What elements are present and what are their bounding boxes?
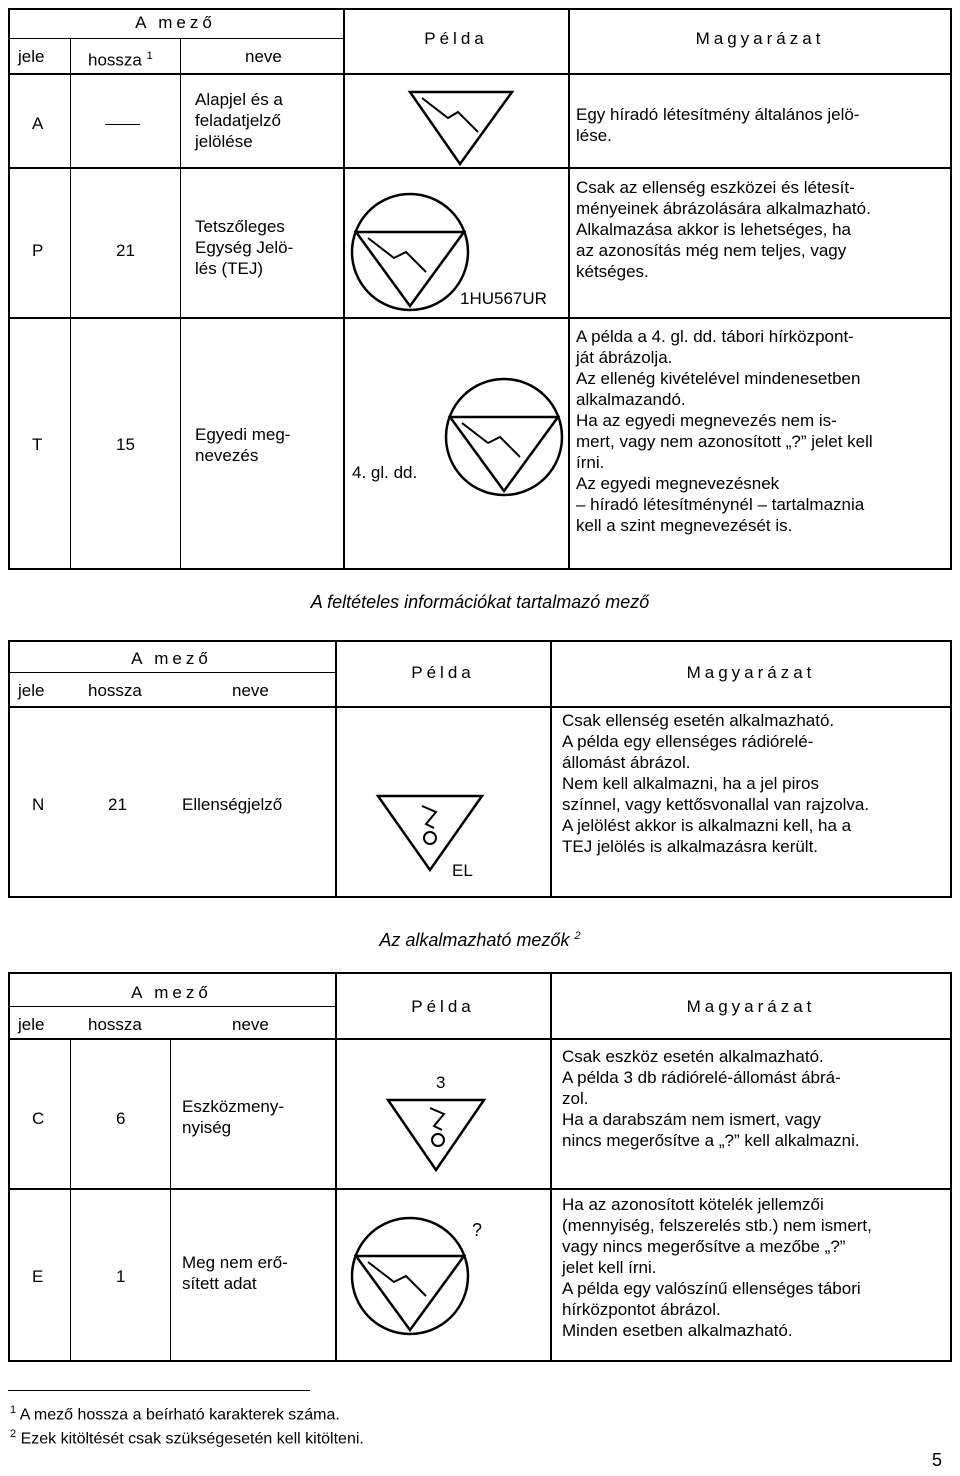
row-e-hossza: 1	[116, 1267, 126, 1286]
row-t-magyarazat: A példa a 4. gl. dd. tábori hírközpont- ját ábrázolja. Az ellenég kivételével mindenesetben alkalmazandó. Ha az egyedi megnevezés nem is- mert, vagy nem azonosított „?” jelet kell írni. Az egyedi megnevezésnek – híradó létesítménynél – tartalmaznia kell a szint megnevezését is.	[576, 327, 873, 535]
row-c-jele: C	[32, 1109, 45, 1128]
row-n-pelda-text: EL	[452, 861, 473, 880]
col-jele-header: jele	[18, 681, 45, 700]
col-magyarazat-header: Magyarázat	[686, 997, 816, 1016]
col-jele-header: jele	[18, 1015, 45, 1034]
field-header: A mező	[131, 649, 212, 668]
radio-relay-symbol	[386, 1096, 486, 1174]
row-e-pelda-text: ?	[472, 1220, 483, 1240]
col-hossza-header: hossza	[88, 1015, 142, 1034]
row-e-magyarazat: Ha az azonosított kötelék jellemzői (mennyiség, felszerelés stb.) nem ismert, vagy nincs megerősítve a mezőbe „?” jelet kell írni. A példa egy valószínű ellenséges tábori hírközpontot ábrázol. Minden esetben alkalmazható.	[562, 1195, 872, 1340]
row-e-neve: Meg nem erő- sített adat	[182, 1253, 288, 1293]
page-number: 5	[932, 1450, 943, 1470]
col-neve-header: neve	[245, 47, 282, 66]
row-t-jele: T	[32, 435, 43, 454]
row-n-magyarazat: Csak ellenség esetén alkalmazható. A példa egy ellenséges rádiórelé- állomást ábrázol. Nem kell alkalmazni, ha a jel piros színnel, vagy kettősvonallal van rajzolva. A jelölést akkor is alkalmazni kell, ha a TEJ jelölés is alkalmazásra került.	[562, 711, 870, 856]
col-pelda-header: Példa	[424, 29, 488, 48]
field-header: A mező	[131, 983, 212, 1002]
col-magyarazat-header: Magyarázat	[695, 29, 825, 48]
tej-circle-triangle-symbol	[350, 192, 470, 312]
row-t-pelda-text: 4. gl. dd.	[352, 463, 418, 482]
footnote-2: $^2$ Ezek kitöltését csak szükségesetén kell kitölteni.	[10, 1428, 364, 1448]
row-c-magyarazat: Csak eszköz esetén alkalmazható. A példa 3 db rádiórelé-állomást ábrá- zol. Ha a darabszám nem ismert, vagy nincs megerősítve a „?” kell alkalmazni.	[562, 1047, 860, 1150]
col-neve-header: neve	[232, 681, 269, 700]
section-title-conditional: A feltételes információkat tartalmazó mező	[310, 592, 650, 612]
col-hossza-header: hossza $^1$	[88, 50, 153, 70]
col-magyarazat-header: Magyarázat	[686, 663, 816, 682]
field-header: A mező	[135, 13, 216, 32]
row-p-pelda-text: 1HU567UR	[460, 289, 547, 308]
row-t-neve: Egyedi meg- nevezés	[195, 425, 291, 465]
tej-circle-triangle-symbol	[350, 1216, 470, 1338]
footnote-separator	[8, 1390, 310, 1391]
col-jele-header: jele	[18, 47, 45, 66]
row-n-hossza: 21	[108, 795, 127, 814]
row-p-hossza: 21	[116, 241, 135, 260]
col-neve-header: neve	[232, 1015, 269, 1034]
footnote-1: $^1$ A mező hossza a beírható karakterek száma.	[10, 1404, 340, 1424]
row-p-magyarazat: Csak az ellenség eszközei és létesít- ményeinek ábrázolására alkalmazható. Alkalmazása akkor is lehetséges, ha az azonosítás még nem teljes, vagy kétséges.	[576, 178, 871, 281]
row-p-neve: Tetszőleges Egység Jelö- lés (TEJ)	[195, 217, 294, 278]
row-a-magyarazat: Egy híradó létesítmény általános jelö- lése.	[576, 105, 860, 145]
row-a-neve: Alapjel és a feladatjelző jelölése	[195, 90, 283, 151]
col-pelda-header: Példa	[411, 663, 475, 682]
col-pelda-header: Példa	[411, 997, 475, 1016]
col-hossza-header: hossza	[88, 681, 142, 700]
row-t-hossza: 15	[116, 435, 135, 454]
row-c-neve: Eszközmeny- nyiség	[182, 1097, 285, 1137]
row-c-pelda-text: 3	[436, 1073, 446, 1092]
section-title-applicable: Az alkalmazható mezők $^2$	[379, 930, 581, 950]
row-c-hossza: 6	[116, 1109, 126, 1128]
row-n-neve: Ellenségjelző	[182, 795, 283, 814]
row-e-jele: E	[32, 1267, 44, 1286]
row-a-jele: A	[32, 114, 44, 133]
signal-triangle-symbol	[408, 88, 518, 168]
tej-circle-triangle-symbol	[444, 377, 566, 499]
row-a-hossza-dash	[105, 124, 140, 125]
row-p-jele: P	[32, 241, 44, 260]
row-n-jele: N	[32, 795, 45, 814]
